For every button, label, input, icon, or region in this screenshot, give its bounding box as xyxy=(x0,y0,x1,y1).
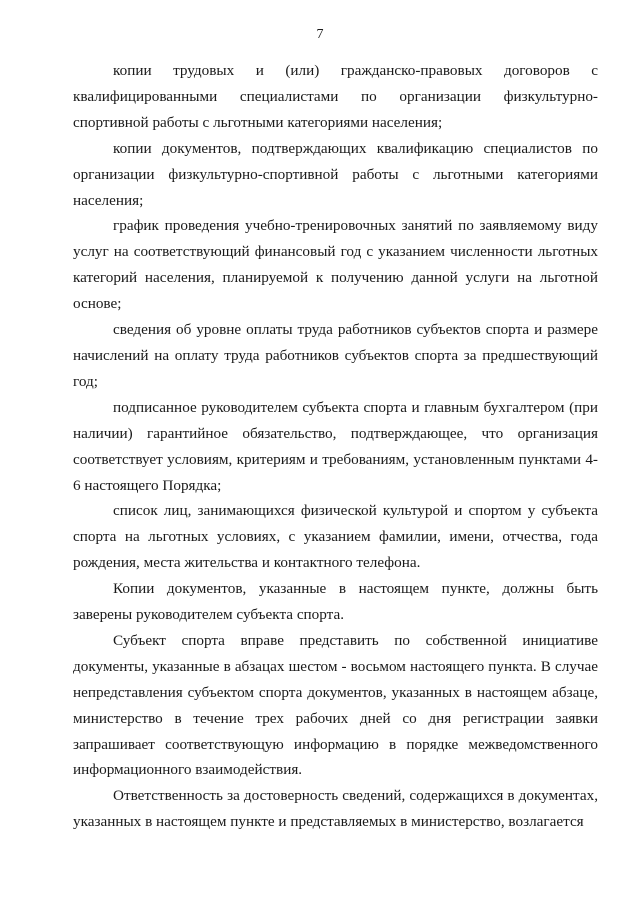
paragraph-own-initiative: Субъект спорта вправе представить по собственной инициативе документы, указанные в абзацах шестом - восьмом настоящего пункта. В случае непредставления субъектом спорта документов, указанных в настоящем абзаце, министерство в течение трех рабочих дней со дня регистрации заявки запрашивает соответствующую информацию в порядке межведомственного информационного взаимодействия. xyxy=(73,631,598,779)
document-body xyxy=(73,58,598,835)
paragraph-responsibility: Ответственность за достоверность сведений, содержащихся в документах, указанных в настоящем пункте и представляемых в министерство, возлагается xyxy=(73,787,598,831)
paragraph-participants-list: список лиц, занимающихся физической культурой и спортом у субъекта спорта на льготных условиях, с указанием фамилии, имени, отчества, года рождения, места жительства и контактного телефона. xyxy=(73,502,598,572)
paragraph-salary-info: сведения об уровне оплаты труда работников субъектов спорта и размере начислений на оплату труда работников субъектов спорта за предшествующий год; xyxy=(73,321,598,390)
paragraph-guarantee-obligation: подписанное руководителем субъекта спорта и главным бухгалтером (при наличии) гарантийное обязательство, подтверждающее, что организация соответствует условиям, критериям и требованиям, установленным пунктами 4-6 настоящего Порядка; xyxy=(73,398,598,494)
page-number: 7 xyxy=(316,27,324,42)
paragraph-training-schedule: график проведения учебно-тренировочных занятий по заявляемому виду услуг на соответствующий финансовый год с указанием численности льготных категорий населения, планируемой к получению данной услуги на льготной основе; xyxy=(73,217,598,313)
paragraph-employment-contracts: копии трудовых и (или) гражданско-правовых договоров с квалифицированными специалистами по организации физкультурно-спортивной работы с льготными категориями населения; xyxy=(73,62,598,131)
paragraph-certification: Копии документов, указанные в настоящем пункте, должны быть заверены руководителем субъекта спорта. xyxy=(73,580,598,624)
paragraph-qualification-documents: копии документов, подтверждающих квалификацию специалистов по организации физкультурно-спортивной работы с льготными категориями населения; xyxy=(73,139,598,209)
